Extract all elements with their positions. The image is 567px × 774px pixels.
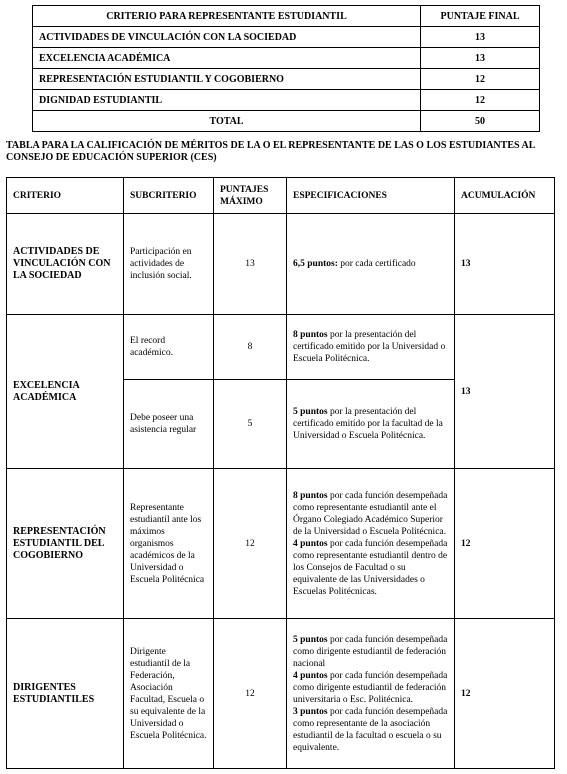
max-score-cell: 13 <box>214 214 287 315</box>
subcriterio-cell: Participación en actividades de inclusión social. <box>124 214 214 315</box>
summary-total-value: 50 <box>421 111 540 132</box>
max-score-cell: 5 <box>214 380 287 469</box>
summary-row <box>33 69 540 90</box>
spec-text: por cada función desempeñada como dirigente estudiantil de federación universitaria o Esc. Politécnica. <box>293 670 448 705</box>
merits-header-row <box>7 178 555 214</box>
summary-criterio: ACTIVIDADES DE VINCULACIÓN CON LA SOCIEDAD <box>33 27 421 48</box>
spec-points: 6,5 puntos: <box>293 259 338 269</box>
spec-cell <box>287 315 455 380</box>
summary-total-label: TOTAL <box>33 111 421 132</box>
summary-puntaje: 13 <box>421 48 540 69</box>
summary-table <box>32 5 540 132</box>
criterio-cell: DIRIGENTES ESTUDIANTILES <box>7 619 124 769</box>
summary-puntaje: 13 <box>421 27 540 48</box>
header-acumulacion: ACUMULACIÓN <box>455 178 555 214</box>
criterio-cell: EXCELENCIA ACADÉMICA <box>7 315 124 469</box>
merits-table <box>6 177 555 769</box>
summary-total-row <box>33 111 540 132</box>
header-subcriterio: SUBCRITERIO <box>124 178 214 214</box>
spec-text: por la presentación del certificado emitido por la Universidad o Escuela Politécnica. <box>293 330 446 364</box>
summary-row <box>33 48 540 69</box>
spec-points: 8 puntos <box>293 330 328 340</box>
summary-row <box>33 27 540 48</box>
spec-cell <box>287 469 455 619</box>
spec-text: por cada función desempeñada como dirigente estudiantil de federación nacional <box>293 634 448 669</box>
spec-text: por cada función desempeñada como representante estudiantil dentro de los Consejos de Facultad o su equivalente de las Universidades o Escuelas Politécnicas. <box>293 538 448 597</box>
spec-text: por cada certificado <box>337 259 416 269</box>
spec-cell <box>287 380 455 469</box>
table-row <box>7 469 555 619</box>
max-score-cell: 12 <box>214 469 287 619</box>
spec-text: por cada función desempeñada como representante de la asociación estudiantil de la facultad o escuela o su equivalente. <box>293 706 448 753</box>
subcriterio-cell: Representante estudiantil ante los máximos organismos académicos de la Universidad o Escuela Politécnica <box>124 469 214 619</box>
max-score-cell: 12 <box>214 619 287 769</box>
subcriterio-cell: El record académico. <box>124 315 214 380</box>
summary-header-puntaje: PUNTAJE FINAL <box>421 6 540 27</box>
table-row <box>7 619 555 769</box>
table-caption: TABLA PARA LA CALIFICACIÓN DE MÉRITOS DE LA O EL REPRESENTANTE DE LAS O LOS ESTUDIANTES AL CONSEJO DE EDUCACIÓN SUPERIOR (CES) <box>6 140 535 163</box>
summary-criterio: EXCELENCIA ACADÉMICA <box>33 48 421 69</box>
spec-points: 5 puntos <box>293 634 328 645</box>
table-row <box>7 315 555 380</box>
summary-header-row <box>33 6 540 27</box>
spec-cell <box>287 619 455 769</box>
summary-row <box>33 90 540 111</box>
summary-puntaje: 12 <box>421 69 540 90</box>
header-especificaciones: ESPECIFICACIONES <box>287 178 455 214</box>
spec-cell <box>287 214 455 315</box>
accumulation-cell: 12 <box>455 619 555 769</box>
spec-points: 5 puntos <box>293 407 328 417</box>
header-criterio: CRITERIO <box>7 178 124 214</box>
summary-puntaje: 12 <box>421 90 540 111</box>
header-puntajes: PUNTAJES MÁXIMO <box>214 178 287 214</box>
subcriterio-cell: Dirigente estudiantil de la Federación, Asociación Facultad, Escuela o su equivalente de la Universidad o Escuela Politécnica. <box>124 619 214 769</box>
summary-header-criterio: CRITERIO PARA REPRESENTANTE ESTUDIANTIL <box>33 6 421 27</box>
table-row <box>7 214 555 315</box>
criterio-cell: ACTIVIDADES DE VINCULACIÓN CON LA SOCIEDAD <box>7 214 124 315</box>
summary-criterio: DIGNIDAD ESTUDIANTIL <box>33 90 421 111</box>
spec-points: 4 puntos <box>293 538 328 549</box>
max-score-cell: 8 <box>214 315 287 380</box>
subcriterio-cell: Debe poseer una asistencia regular <box>124 380 214 469</box>
spec-points: 8 puntos <box>293 490 328 501</box>
accumulation-cell: 12 <box>455 469 555 619</box>
spec-text: por la presentación del certificado emitido por la facultad de la Universidad o Escuela Politécnica. <box>293 407 443 441</box>
accumulation-cell: 13 <box>455 214 555 315</box>
spec-points: 4 puntos <box>293 670 328 681</box>
spec-text: por cada función desempeñada como representante estudiantil ante el Órgano Colegiado Académico Superior de la Universidad o Escuela Politécnica. <box>293 490 448 537</box>
spec-points: 3 puntos <box>293 706 328 717</box>
accumulation-cell: 13 <box>455 315 555 469</box>
summary-criterio: REPRESENTACIÓN ESTUDIANTIL Y COGOBIERNO <box>33 69 421 90</box>
criterio-cell: REPRESENTACIÓN ESTUDIANTIL DEL COGOBIERNO <box>7 469 124 619</box>
